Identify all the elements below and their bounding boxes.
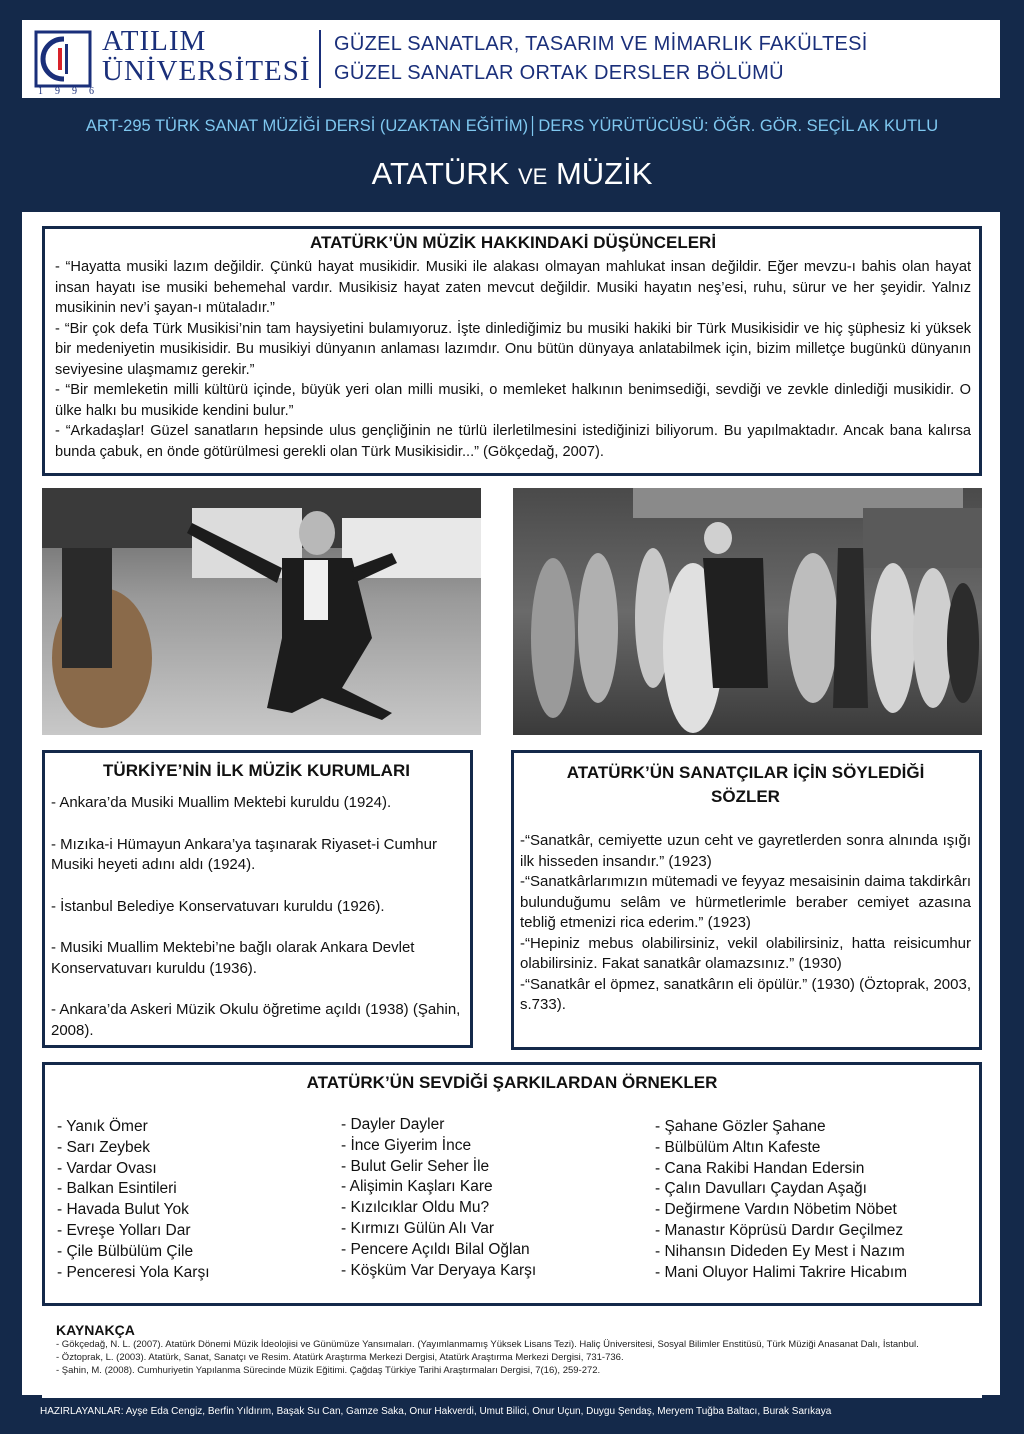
song-item: - Vardar Ovası (57, 1159, 157, 1177)
list-item: - İstanbul Belediye Konservatuvarı kuruldu (1926). (51, 897, 385, 915)
photo-image (513, 488, 982, 735)
photo-ataturk-dancing (42, 488, 481, 735)
songs-title: ATATÜRK’ÜN SEVDİĞİ ŞARKILARDAN ÖRNEKLER (306, 1073, 718, 1092)
quote-item: - “Hayatta musiki lazım değildir. Çünkü hayat musikidir. Musiki ile alakası olmayan mahlukat insan değildir. Eğer mevzu-ı bahis olan hayat insan hayatı ise musiki behemehal vardır. Musikisiz hayat zaten mevcut değildir. Musiki hayatın neş’esi, ruhu, sürur ve her şeyidir. Yalnız musikinin nev’i şayan-ı mütaladır.” (55, 259, 971, 316)
song-item: - Çile Bülbülüm Çile (57, 1242, 194, 1260)
song-item: - Kırmızı Gülün Alı Var (341, 1219, 495, 1237)
song-item: - Bülbülüm Altın Kafeste (655, 1138, 821, 1156)
quote-item: - “Arkadaşlar! Güzel sanatların hepsinde ulus gençliğinin ne türlü ilerletilmesini istediğinizi biliyorum. Bu yapılmaktadır. Ancak bana kalırsa bunda çabuk, en önde götürülmesi gerekli olan Türk Musikisidir...” (Gökçedağ, 2007). (55, 423, 971, 460)
quote-item: -“Sanatkârlarımızın mütemadi ve feyyaz mesaisinin daima takdirkârı bulunduğumu selâm ve hürmetlerimle beraber cemiyet azasına tebliğ etmenizi rica ederim.” (1923) (520, 873, 971, 931)
course-info: ART-295 TÜRK SANAT MÜZİĞİ DERSİ (UZAKTAN EĞİTİM)│DERS YÜRÜTÜCÜSÜ: ÖĞR. GÖR. SEÇİL AK KUTLU (85, 117, 939, 135)
university-name-line1: ATILIM (102, 25, 207, 57)
faculty-name (334, 30, 868, 88)
artists-title: ATATÜRK’ÜN SANATÇILAR İÇİN SÖYLEDİĞİ SÖZLER (566, 763, 925, 806)
university-founded-year: 1996 (38, 86, 106, 97)
faculty-line2: GÜZEL SANATLAR ORTAK DERSLER BÖLÜMÜ (334, 62, 784, 84)
references-title: KAYNAKÇA (56, 1322, 135, 1338)
song-item: - Cana Rakibi Handan Edersin (655, 1159, 865, 1177)
photo-image (42, 488, 481, 735)
artists-section (511, 750, 982, 1050)
songs-column-1 (57, 1117, 210, 1283)
song-item: - Yanık Ömer (57, 1118, 148, 1135)
song-item: - İnce Giyerim İnce (341, 1136, 472, 1154)
page-title-ve: VE (517, 164, 548, 189)
thoughts-title: ATATÜRK’ÜN MÜZİK HAKKINDAKİ DÜŞÜNCELERİ (309, 233, 717, 252)
university-logo-icon (34, 30, 92, 88)
quote-item: -“Hepiniz mebus olabilirsiniz, vekil olabilirsiniz, hatta reisicumhur olabilirsiniz. Fakat sanatkâr olamazsınız.” (1930) (520, 934, 971, 972)
song-item: - Havada Bulut Yok (57, 1201, 189, 1219)
list-item: - Ankara’da Musiki Muallim Mektebi kuruldu (1924). (51, 794, 392, 811)
quote-item: - “Bir çok defa Türk Musikisi’nin tam haysiyetini bulamıyoruz. İşte dinlediğimiz bu musiki hakiki bir Türk Musikisidir ve hiç şüphesiz ki yüksek bir medeniyetin musikisidir. Bu musikiyi dünyanın anlaması lazımdır. Onu bütün dünyaya anlatabilmek için, bizim milletçe bugünkü dünyanın seviyesine ulaşmamız gerekir.” (55, 320, 971, 378)
song-item: - Şahane Gözler Şahane (655, 1118, 826, 1135)
song-item: - Evreşe Yolları Dar (57, 1221, 191, 1239)
song-item: - Sarı Zeybek (57, 1138, 151, 1156)
list-item: - Musiki Muallim Mektebi’ne bağlı olarak Ankara Devlet Konservatuvarı kuruldu (1936). (51, 939, 415, 977)
reference-item: - Öztoprak, L. (2003). Atatürk, Sanat, Sanatçı ve Resim. Atatürk Araştırma Merkezi Dergisi, Atatürk Araştırma Merkezi Dergisi, 731-736. (56, 1352, 624, 1363)
header-bar (22, 20, 1000, 98)
photo-ataturk-ballroom (513, 488, 982, 735)
university-name (102, 26, 311, 86)
institutions-section (42, 750, 473, 1048)
song-item: - Alişimin Kaşları Kare (341, 1178, 493, 1196)
thoughts-quotes (55, 257, 971, 462)
faculty-line1: GÜZEL SANATLAR, TASARIM VE MİMARLIK FAKÜLTESİ (334, 33, 868, 55)
references-list (56, 1338, 982, 1377)
song-item: - Çalın Davulları Çaydan Aşağı (655, 1180, 867, 1198)
song-item: - Kızılcıklar Oldu Mu? (341, 1199, 490, 1217)
institutions-list (51, 793, 462, 1041)
header-divider (319, 30, 321, 88)
artists-quotes (520, 831, 971, 1016)
list-item: - Mızıka-i Hümayun Ankara’ya taşınarak Riyaset-i Cumhur Musiki heyeti adını aldı (1924). (51, 835, 437, 873)
quote-item: -“Sanatkâr el öpmez, sanatkârın eli öpülür.” (1930) (Öztoprak, 2003, s.733). (520, 975, 971, 1013)
references-section (42, 1318, 982, 1398)
reference-item: - Gökçedağ, N. L. (2007). Atatürk Dönemi Müzik İdeolojisi ve Günümüze Yansımaları. (Yayımlanmamış Yüksek Lisans Tezi). Haliç Üniversitesi, Sosyal Bilimler Enstitüsü, Türk Müziği Anasanat Dalı, İstanbul. (56, 1339, 919, 1350)
song-item: - Köşküm Var Deryaya Karşı (341, 1261, 537, 1279)
songs-section (42, 1062, 982, 1306)
songs-column-2 (341, 1115, 536, 1281)
thoughts-section (42, 226, 982, 476)
institutions-title: TÜRKİYE’NİN İLK MÜZİK KURUMLARI (103, 761, 410, 780)
song-item: - Pencere Açıldı Bilal Oğlan (341, 1240, 530, 1258)
quote-item: - “Bir memleketin milli kültürü içinde, büyük yeri olan milli musiki, o memleket halkının benimsediği, sevdiği ve zevkle dinlediği musikidir. O ülke halkı bu musikide kendini bulur.” (55, 382, 971, 419)
page-title-part2: MÜZİK (547, 156, 653, 191)
prepared-by-credits: HAZIRLAYANLAR: Ayşe Eda Cengiz, Berfin Yıldırım, Başak Su Can, Gamze Saka, Onur Hakverdi, Umut Bilici, Onur Uçun, Duygu Şendaş, Meryem Tuğba Baltacı, Burak Sarıkaya (40, 1406, 832, 1417)
song-item: - Mani Oluyor Halimi Takrire Hicabım (655, 1263, 908, 1281)
song-item: - Bulut Gelir Seher İle (341, 1157, 490, 1175)
song-item: - Nihansın Dideden Ey Mest i Nazım (655, 1242, 905, 1260)
quote-item: -“Sanatkâr, cemiyette uzun ceht ve gayretlerden sonra alnında ışığı ilk hisseden insandır.” (1923) (520, 832, 971, 870)
song-item: - Balkan Esintileri (57, 1180, 177, 1198)
song-item: - Penceresi Yola Karşı (57, 1263, 210, 1281)
page-title-part1: ATATÜRK (371, 156, 518, 191)
page-title (0, 156, 1024, 192)
song-item: - Değirmene Vardın Nöbetim Nöbet (655, 1201, 897, 1219)
university-name-line2: ÜNİVERSİTESİ (102, 55, 311, 87)
song-item: - Dayler Dayler (341, 1116, 445, 1133)
songs-column-3 (655, 1117, 907, 1283)
song-item: - Manastır Köprüsü Dardır Geçilmez (655, 1221, 904, 1239)
list-item: - Ankara’da Askeri Müzik Okulu öğretime açıldı (1938) (Şahin, 2008). (51, 1001, 461, 1039)
reference-item: - Şahin, M. (2008). Cumhuriyetin Yapılanma Sürecinde Müzik Eğitimi. Çağdaş Türkiye Tarihi Araştırmaları Dergisi, 7(16), 259-272. (56, 1365, 601, 1376)
